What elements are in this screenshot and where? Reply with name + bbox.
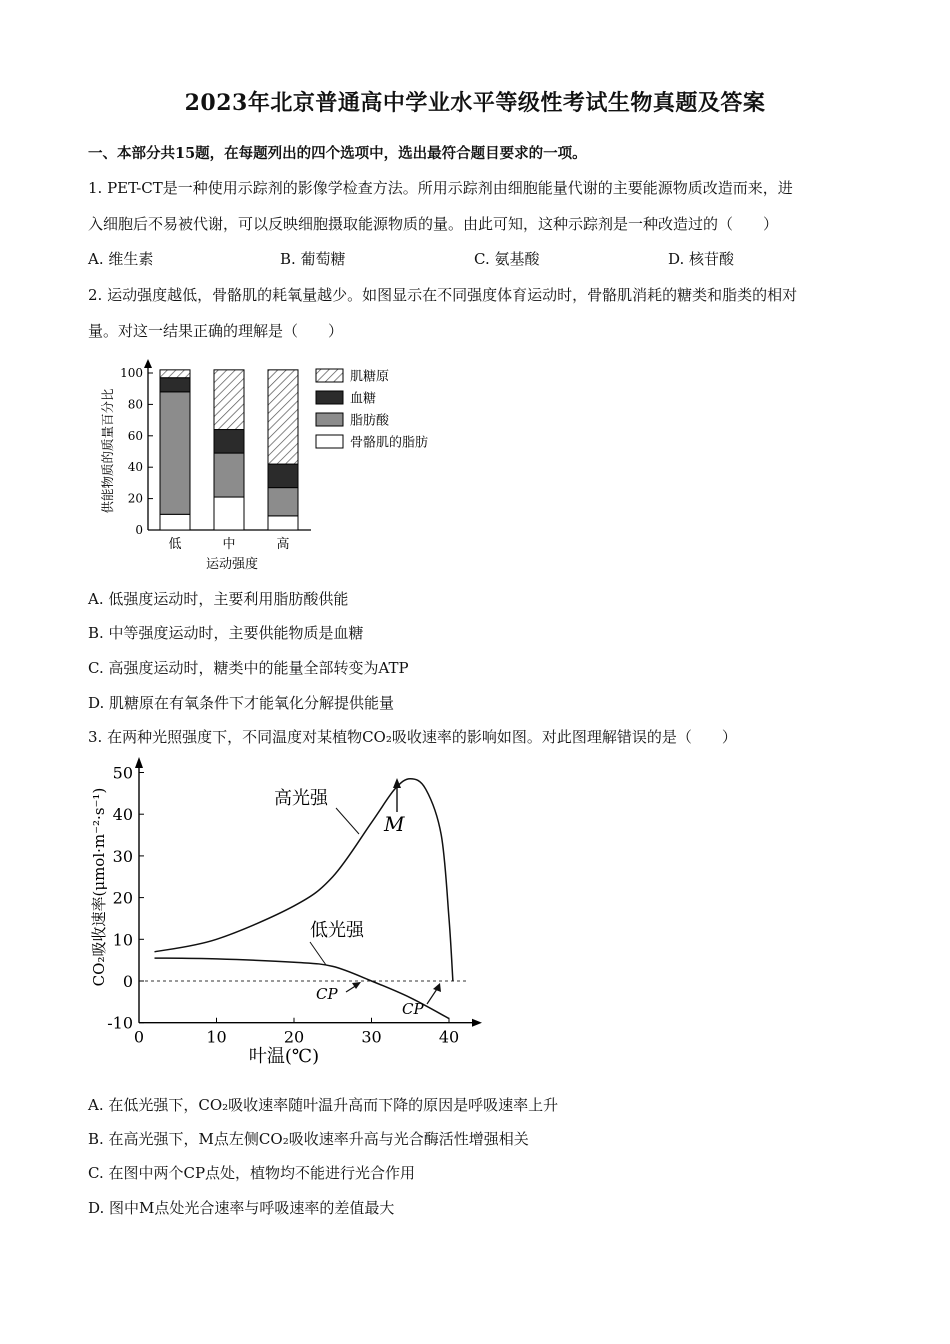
q2-option-d: D. 肌糖原在有氧条件下才能氧化分解提供能量 [88, 694, 395, 712]
y-tick-label: -10 [107, 1013, 133, 1033]
legend-swatch [316, 435, 343, 448]
cp-label-high: CP [402, 1000, 424, 1018]
y-tick-label: 20 [127, 491, 143, 506]
q1-stem-line2: 入细胞后不易被代谢，可以反映细胞摄取能源物质的量。由此可知，这种示踪剂是一种改造过的（ ） [88, 215, 779, 233]
y-axis-label: 供能物质的质量百分比 [100, 388, 115, 514]
bar-segment [214, 430, 244, 454]
cp-arrow-high [427, 989, 437, 1004]
x-tick-label: 20 [283, 1027, 305, 1047]
x-axis-arrow [472, 1019, 482, 1027]
x-tick-label: 30 [361, 1027, 382, 1047]
m-point-label: M [384, 812, 405, 836]
q1-option-a: A. 维生素 [88, 250, 154, 268]
y-tick-label: 30 [112, 846, 133, 866]
q3-option-c: C. 在图中两个CP点处，植物均不能进行光合作用 [88, 1164, 416, 1182]
y-tick-label: 50 [112, 763, 133, 783]
bar-segment [268, 516, 298, 530]
y-tick-label: 80 [127, 397, 143, 412]
q3-option-b: B. 在高光强下，M点左侧CO₂吸收速率升高与光合酶活性增强相关 [88, 1130, 529, 1148]
cp-label-low: CP [316, 985, 338, 1003]
low-light-leader [310, 942, 326, 965]
high-light-label: 高光强 [274, 788, 328, 809]
y-axis-arrow [144, 359, 152, 368]
bar-segment [214, 497, 244, 530]
y-tick-label: 20 [112, 888, 133, 908]
q1-option-d: D. 核苷酸 [668, 250, 735, 268]
q1-stem-line1: 1. PET-CT是一种使用示踪剂的影像学检查方法。所用示踪剂由细胞能量代谢的主要能源物质改造而来，进 [88, 179, 793, 197]
y-tick-label: 60 [127, 428, 143, 443]
legend-label: 脂肪酸 [350, 413, 390, 429]
x-tick-label: 中 [222, 537, 236, 552]
co2-uptake-line-chart [84, 752, 494, 1072]
bar-segment [160, 378, 190, 392]
bar-segment [268, 370, 298, 464]
q2-stem-line2: 量。对这一结果正确的理解是（ ） [88, 322, 344, 340]
y-tick-label: 40 [127, 460, 143, 475]
low-light-label: 低光强 [310, 920, 364, 941]
x-axis-label: 运动强度 [205, 557, 259, 572]
legend-label: 血糖 [350, 391, 377, 407]
q3-option-d: D. 图中M点处光合速率与呼吸速率的差值最大 [88, 1199, 395, 1217]
bar-segment [214, 453, 244, 497]
q2-stem-line1: 2. 运动强度越低，骨骼肌的耗氧量越少。如图显示在不同强度体育运动时，骨骼肌消耗的糖类和脂类的相对 [88, 286, 798, 304]
legend-swatch [316, 369, 343, 382]
y-tick-label: 0 [122, 972, 133, 991]
x-tick-label: 40 [438, 1027, 460, 1047]
x-tick-label: 0 [133, 1027, 145, 1047]
page-title: 2023年北京普通高中学业水平等级性考试生物真题及答案 [184, 90, 766, 116]
q1-option-b: B. 葡萄糖 [280, 250, 346, 268]
y-tick-label: 10 [112, 930, 133, 950]
cp-arrowhead-high [433, 983, 441, 992]
high-light-leader [336, 808, 359, 834]
bar-segment [160, 370, 190, 378]
y-tick-label: 100 [120, 366, 143, 380]
bar-segment [214, 370, 244, 430]
legend-label: 骨骼肌的脂肪 [350, 435, 429, 451]
bar-segment [160, 514, 190, 530]
high-light-curve [155, 779, 453, 981]
q3-stem: 3. 在两种光照强度下，不同温度对某植物CO₂吸收速率的影响如图。对此图理解错误的是（ ） [88, 728, 737, 746]
bar-segment [268, 488, 298, 516]
x-axis-label: 叶温(℃) [248, 1046, 320, 1067]
q2-option-b: B. 中等强度运动时，主要供能物质是血糖 [88, 624, 364, 642]
y-axis-label: CO₂吸收速率(μmol·m⁻²·s⁻¹) [90, 787, 108, 987]
bar-segment [160, 392, 190, 514]
x-tick-label: 10 [206, 1027, 227, 1047]
x-tick-label: 低 [168, 537, 182, 552]
legend-label: 肌糖原 [350, 369, 390, 385]
q2-option-c: C. 高强度运动时，糖类中的能量全部转变为ATP [88, 659, 409, 677]
legend-swatch [316, 413, 343, 426]
q1-option-c: C. 氨基酸 [474, 250, 540, 268]
q3-option-a: A. 在低光强下，CO₂吸收速率随叶温升高而下降的原因是呼吸速率上升 [88, 1096, 559, 1114]
bar-segment [268, 464, 298, 488]
legend-swatch [316, 391, 343, 404]
q2-option-a: A. 低强度运动时，主要利用脂肪酸供能 [88, 590, 349, 608]
y-tick-label: 40 [112, 805, 133, 825]
y-tick-label: 0 [135, 523, 143, 537]
x-tick-label: 高 [276, 537, 290, 552]
section-heading: 一、本部分共15题，在每题列出的四个选项中，选出最符合题目要求的一项。 [88, 145, 587, 162]
stacked-bar-chart [96, 356, 476, 578]
y-axis-arrow [135, 757, 143, 768]
